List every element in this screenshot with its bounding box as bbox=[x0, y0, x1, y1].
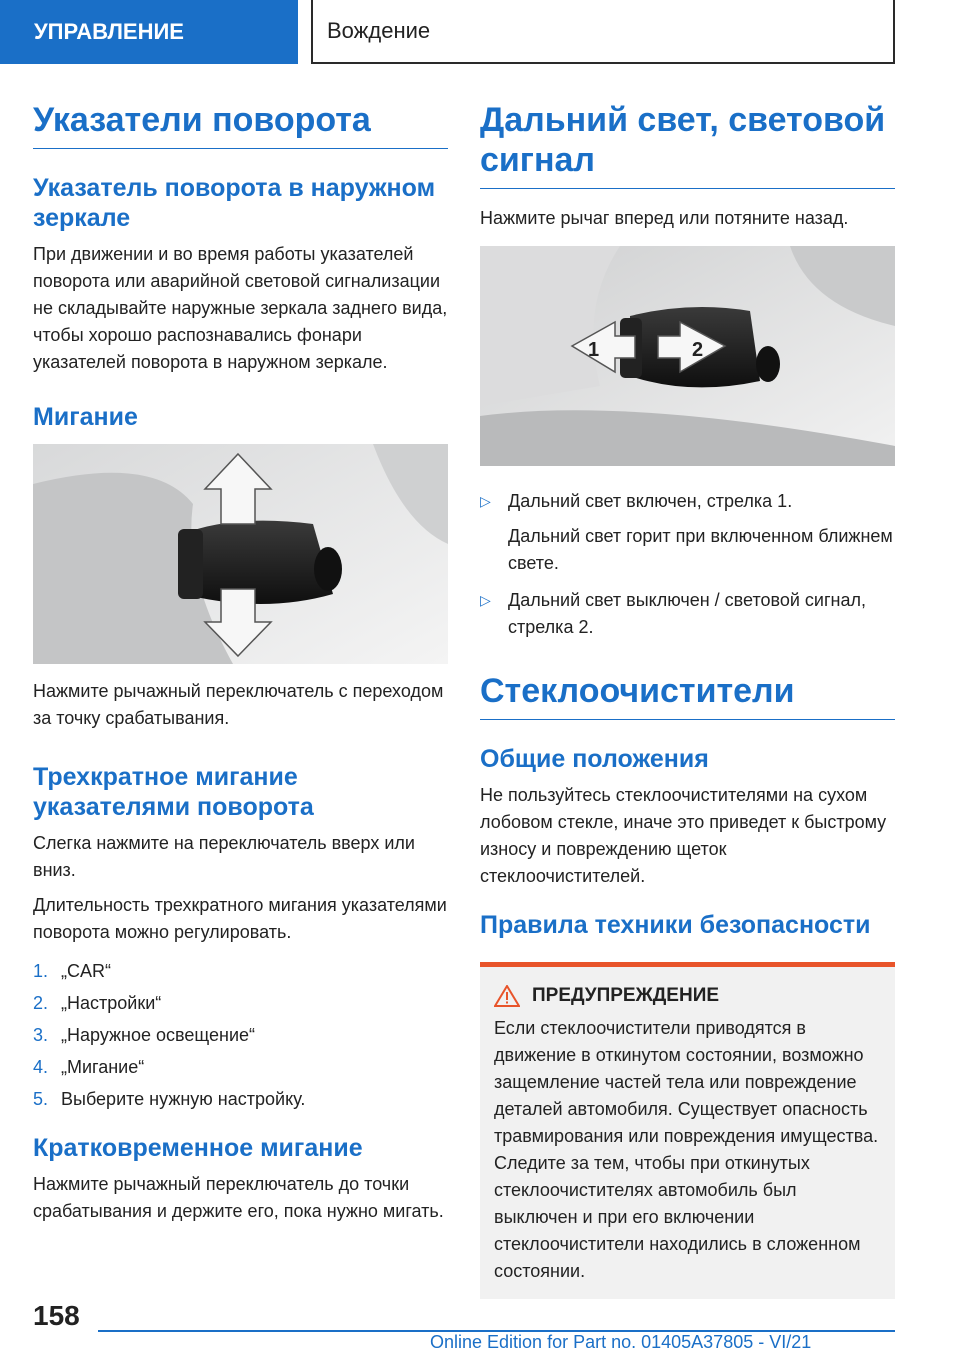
step-text: „Наружное освещение“ bbox=[61, 1025, 256, 1045]
page-title-turn-signals: Указатели поворота bbox=[33, 100, 448, 149]
step-text: Выберите нужную настройку. bbox=[61, 1089, 306, 1109]
warning-text: Если стеклоочистители приводятся в движение в откинутом состоянии, возможно защемление частей тела или повреждение деталей автомобиля. Существует опасность травмирования или повреждения имущества. Следите за тем, чтобы при откинутых стеклоочистителях автомобиль был выключен и при его включении стеклоочистители находились в сложенном состоянии. bbox=[494, 1018, 879, 1281]
heading-triple-blink: Трехкратное мигание указателями поворота bbox=[33, 763, 314, 821]
list-item: ▷ Дальний свет выключен / световой сигнал, стрелка 2. bbox=[480, 587, 895, 641]
text-mirror-signal: При движении и во время работы указателей поворота или аварийной световой сигнализации не складывайте наружные зеркала заднего вида, чтобы хорошо распознавались фонари указателей поворота в наружном зеркале. bbox=[33, 244, 448, 372]
list-item bbox=[33, 1022, 448, 1049]
arrow-label-2: 2 bbox=[692, 339, 704, 361]
step-number: 5. bbox=[33, 1089, 49, 1109]
heading-blinking: Мигание bbox=[33, 403, 138, 431]
triangle-bullet-icon: ▷ bbox=[480, 493, 491, 509]
heading-general: Общие положения bbox=[480, 745, 709, 773]
step-text: „CAR“ bbox=[61, 961, 111, 981]
text-high-beam-sub: Дальний свет горит при включенном ближнем свете. bbox=[508, 526, 893, 573]
heading-safety: Правила техники безопасности bbox=[480, 911, 871, 939]
chapter-tab: УПРАВЛЕНИЕ bbox=[0, 0, 298, 64]
text-triple-blink-1: Слегка нажмите на переключатель вверх или вниз. bbox=[33, 833, 415, 880]
warning-triangle-icon bbox=[494, 985, 520, 1007]
page-title-wipers: Стеклоочистители bbox=[480, 671, 895, 720]
high-beam-lever-illustration bbox=[480, 246, 895, 466]
text-short-blink: Нажмите рычажный переключатель до точки срабатывания и держите его, пока нужно мигать. bbox=[33, 1174, 444, 1221]
step-text: „Мигание“ bbox=[61, 1057, 145, 1077]
text-blinking: Нажмите рычажный переключатель с переходом за точку срабатывания. bbox=[33, 681, 444, 728]
list-item bbox=[33, 990, 448, 1017]
footer-edition: Online Edition for Part no. 01405A37805 - VI/21 bbox=[430, 1332, 812, 1352]
step-number: 2. bbox=[33, 993, 49, 1013]
list-item bbox=[33, 958, 448, 985]
right-column bbox=[480, 100, 895, 1299]
lever-up-down-icon bbox=[33, 444, 448, 664]
warning-header bbox=[494, 985, 881, 1007]
step-text: „Настройки“ bbox=[61, 993, 162, 1013]
high-beam-bullets bbox=[480, 488, 895, 515]
text-high-beam-intro: Нажмите рычаг вперед или потяните назад. bbox=[480, 208, 849, 228]
step-number: 1. bbox=[33, 961, 49, 981]
lever-forward-back-icon bbox=[480, 246, 895, 466]
heading-mirror-signal: Указатель поворота в наружном зеркале bbox=[33, 174, 436, 232]
high-beam-bullets-2 bbox=[480, 587, 895, 641]
list-item: ▷ Дальний свет включен, стрелка 1. bbox=[480, 488, 895, 515]
step-number: 4. bbox=[33, 1057, 49, 1077]
page-number: 158 bbox=[33, 1300, 80, 1331]
list-item bbox=[33, 1086, 448, 1113]
text-general: Не пользуйтесь стеклоочистителями на сухом лобовом стекле, иначе это приведет к быстрому износу и повреждению щеток стеклоочистителей. bbox=[480, 785, 887, 886]
page-title-high-beam: Дальний свет, световой сигнал bbox=[480, 100, 895, 189]
section-tab: Вождение bbox=[311, 0, 895, 64]
warning-box bbox=[480, 962, 895, 1299]
turn-signal-lever-illustration bbox=[33, 444, 448, 664]
warning-title: ПРЕДУПРЕЖДЕНИЕ bbox=[532, 985, 720, 1006]
text-triple-blink-2: Длительность трехкратного мигания указателями поворота можно регулировать. bbox=[33, 895, 447, 942]
triangle-bullet-icon: ▷ bbox=[480, 592, 491, 608]
heading-short-blink: Кратковременное мигание bbox=[33, 1134, 363, 1162]
left-column bbox=[33, 100, 448, 1225]
settings-steps-list bbox=[33, 958, 448, 1113]
list-item bbox=[33, 1054, 448, 1081]
arrow-label-1: 1 bbox=[588, 339, 600, 361]
step-number: 3. bbox=[33, 1025, 49, 1045]
